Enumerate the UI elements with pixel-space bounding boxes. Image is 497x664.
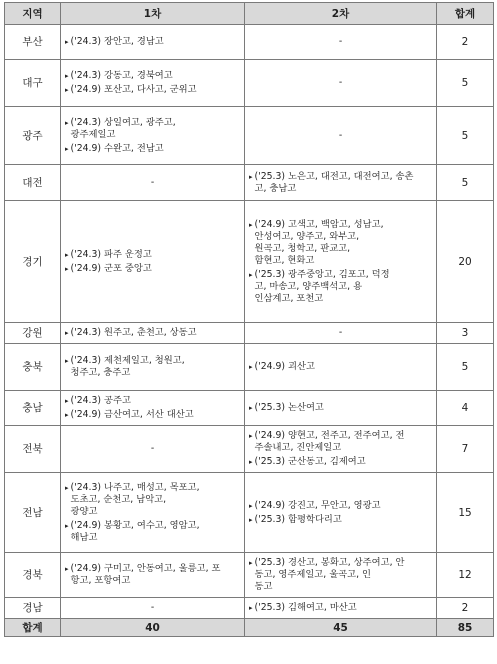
school-entry	[65, 263, 240, 275]
header-region: 지역	[5, 3, 61, 25]
table-row	[5, 391, 494, 426]
region-cell: 강원	[5, 323, 61, 344]
second-round-cell	[245, 344, 437, 391]
bullet-triangle-icon: ▸	[249, 515, 253, 524]
school-entry	[65, 117, 240, 141]
school-entry	[65, 84, 240, 96]
bullet-triangle-icon: ▸	[65, 521, 69, 530]
table-row	[5, 60, 494, 107]
region-cell: 경북	[5, 553, 61, 598]
school-entry	[249, 219, 432, 267]
region-cell: 경기	[5, 201, 61, 323]
first-round-cell	[61, 323, 245, 344]
region-cell: 경남	[5, 598, 61, 619]
total-cell: 2	[437, 25, 494, 60]
bullet-triangle-icon: ▸	[65, 565, 69, 573]
sum-total: 85	[437, 619, 494, 637]
school-entry	[65, 355, 240, 379]
total-cell: 20	[437, 201, 494, 323]
school-entry-text: ('24.9) 강진고, 무안고, 영광고	[254, 499, 381, 511]
first-round-cell	[61, 107, 245, 165]
second-round-cell	[245, 553, 437, 598]
region-cell: 충북	[5, 344, 61, 391]
header-second: 2차	[245, 3, 437, 25]
total-cell: 12	[437, 553, 494, 598]
region-cell: 충남	[5, 391, 61, 426]
table-row	[5, 165, 494, 201]
second-round-cell: -	[245, 107, 437, 165]
first-round-cell	[61, 473, 245, 553]
sum-label: 합계	[5, 619, 61, 637]
bullet-triangle-icon: ▸	[249, 363, 253, 371]
school-entry-text: ('25.3) 김해여고, 마산고	[254, 602, 357, 613]
school-entry	[249, 557, 432, 593]
bullet-triangle-icon: ▸	[249, 604, 253, 612]
first-round-cell	[61, 25, 245, 60]
school-entry	[65, 327, 240, 339]
header-total: 합계	[437, 3, 494, 25]
school-entry	[249, 500, 432, 512]
sum-second: 45	[245, 619, 437, 637]
school-entry	[65, 482, 240, 518]
school-entry-text: ('24.3) 강동고, 경북여고	[70, 70, 173, 81]
total-cell: 5	[437, 107, 494, 165]
bullet-triangle-icon: ▸	[65, 118, 69, 127]
school-entry	[249, 361, 432, 373]
bullet-triangle-icon: ▸	[65, 357, 69, 365]
school-entry	[249, 430, 432, 454]
first-round-cell	[61, 201, 245, 323]
table-row	[5, 25, 494, 60]
second-round-cell: -	[245, 60, 437, 107]
bullet-triangle-icon: ▸	[65, 38, 69, 46]
school-entry	[249, 456, 432, 468]
school-entry-text: ('24.9) 괴산고	[254, 361, 315, 372]
bullet-triangle-icon: ▸	[249, 432, 253, 440]
bullet-triangle-icon: ▸	[65, 250, 69, 259]
bullet-triangle-icon: ▸	[65, 86, 69, 94]
region-cell: 전북	[5, 426, 61, 473]
school-entry-text: ('24.9) 군포 중앙고	[70, 262, 152, 274]
bullet-triangle-icon: ▸	[249, 270, 253, 279]
first-round-cell	[61, 553, 245, 598]
school-entry-text: ('25.3) 노은고, 대전고, 대전여고, 송촌 고, 충남고	[254, 170, 414, 194]
school-entry	[65, 36, 240, 48]
first-round-cell	[61, 344, 245, 391]
second-round-cell	[245, 598, 437, 619]
second-round-cell: -	[245, 25, 437, 60]
second-round-cell	[245, 391, 437, 426]
region-cell: 광주	[5, 107, 61, 165]
second-round-cell	[245, 426, 437, 473]
bullet-triangle-icon: ▸	[65, 397, 69, 405]
school-entry	[249, 514, 432, 526]
school-entry-text: ('25.3) 논산여고	[254, 402, 324, 413]
table-row	[5, 344, 494, 391]
school-entry	[249, 171, 432, 195]
bullet-triangle-icon: ▸	[65, 329, 69, 337]
second-round-cell	[245, 473, 437, 553]
school-entry-text: ('24.9) 양현고, 전주고, 전주여고, 전 주솔내고, 진안제일고	[254, 430, 405, 453]
bullet-triangle-icon: ▸	[65, 72, 69, 80]
school-entry-text: ('25.3) 군산동고, 김제여고	[254, 456, 366, 467]
school-entry-text: ('24.3) 장안고, 경남고	[70, 36, 164, 47]
region-cell: 대전	[5, 165, 61, 201]
bullet-triangle-icon: ▸	[249, 220, 253, 229]
second-round-cell	[245, 165, 437, 201]
school-entry-text: ('24.9) 구미고, 안동여고, 울릉고, 포 항고, 포항여고	[70, 563, 221, 586]
school-entry	[249, 402, 432, 414]
school-entry	[65, 563, 240, 587]
total-cell: 4	[437, 391, 494, 426]
header-first: 1차	[61, 3, 245, 25]
school-entry-text: ('25.3) 경산고, 봉화고, 상주여고, 안 동고, 영주제일고, 울곡고, 인 동고	[254, 557, 405, 592]
school-entry-text: ('24.9) 금산여고, 서산 대산고	[70, 409, 194, 420]
sum-first: 40	[61, 619, 245, 637]
school-entry	[65, 395, 240, 407]
school-table	[4, 2, 494, 637]
school-entry	[65, 520, 240, 544]
header-row	[5, 3, 494, 25]
total-cell: 5	[437, 60, 494, 107]
second-round-cell	[245, 201, 437, 323]
table-row	[5, 323, 494, 344]
bullet-triangle-icon: ▸	[249, 404, 253, 412]
total-cell: 2	[437, 598, 494, 619]
school-entry	[65, 409, 240, 421]
first-round-cell: -	[61, 165, 245, 201]
school-entry-text: ('25.3) 광주중앙고, 김포고, 덕정 고, 마송고, 양주백석고, 용 인삼계고, 포천고	[254, 268, 390, 304]
school-entry	[249, 269, 432, 305]
bullet-triangle-icon: ▸	[249, 501, 253, 510]
bullet-triangle-icon: ▸	[65, 264, 69, 273]
bullet-triangle-icon: ▸	[249, 458, 253, 466]
school-entry-text: ('24.3) 파주 운정고	[70, 248, 152, 260]
bullet-triangle-icon: ▸	[65, 144, 69, 153]
first-round-cell: -	[61, 598, 245, 619]
table-row	[5, 473, 494, 553]
bullet-triangle-icon: ▸	[249, 172, 253, 181]
school-entry-text: ('24.9) 고색고, 백암고, 성남고, 안성여고, 양주고, 와부고, 원곡고, 청학고, 판교고, 함현고, 현화고	[254, 218, 384, 266]
bullet-triangle-icon: ▸	[65, 483, 69, 492]
first-round-cell	[61, 60, 245, 107]
bullet-triangle-icon: ▸	[249, 559, 253, 567]
region-cell: 대구	[5, 60, 61, 107]
total-cell: 5	[437, 165, 494, 201]
table-row	[5, 426, 494, 473]
second-round-cell: -	[245, 323, 437, 344]
total-cell: 7	[437, 426, 494, 473]
school-entry-text: ('24.3) 원주고, 춘천고, 상동고	[70, 327, 197, 338]
school-entry	[249, 602, 432, 614]
bullet-triangle-icon: ▸	[65, 411, 69, 419]
school-entry-text: ('25.3) 함평학다리고	[254, 513, 342, 525]
region-cell: 전남	[5, 473, 61, 553]
table-row	[5, 553, 494, 598]
region-cell: 부산	[5, 25, 61, 60]
table-row	[5, 598, 494, 619]
school-entry	[65, 143, 240, 155]
total-cell: 5	[437, 344, 494, 391]
school-entry-text: ('24.3) 상일여고, 광주고, 광주제일고	[70, 116, 176, 140]
total-cell: 15	[437, 473, 494, 553]
school-entry-text: ('24.9) 포산고, 다사고, 군위고	[70, 84, 197, 95]
table-row	[5, 201, 494, 323]
first-round-cell	[61, 391, 245, 426]
school-entry-text: ('24.9) 수완고, 전남고	[70, 142, 164, 154]
table-row	[5, 107, 494, 165]
school-entry-text: ('24.9) 봉황고, 여수고, 영암고, 해남고	[70, 519, 200, 543]
school-entry-text: ('24.3) 제천제일고, 청원고, 청주고, 충주고	[70, 355, 185, 378]
sum-row	[5, 619, 494, 637]
first-round-cell: -	[61, 426, 245, 473]
school-entry-text: ('24.3) 나주고, 매성고, 목포고, 도초고, 순천고, 남악고, 광양고	[70, 481, 200, 517]
school-entry	[65, 70, 240, 82]
school-entry-text: ('24.3) 공주고	[70, 395, 131, 406]
school-entry	[65, 249, 240, 261]
total-cell: 3	[437, 323, 494, 344]
